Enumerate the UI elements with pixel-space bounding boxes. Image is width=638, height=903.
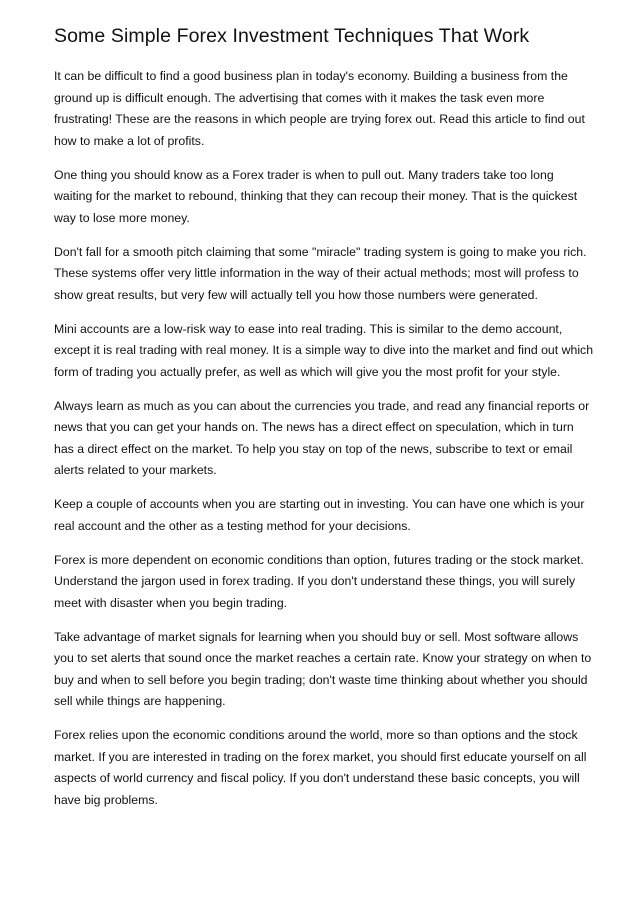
paragraph-1: It can be difficult to find a good business plan in today's economy. Building a business from the ground up is difficult enough. The advertising that comes with it makes the task even more frustrating! These are the reasons in which people are trying forex out. Read this article to find out how to make a lot of profits.: [54, 69, 585, 148]
paragraph-5: Always learn as much as you can about the currencies you trade, and read any financial reports or news that you can get your hands on. The news has a direct effect on speculation, which in turn has a direct effect on the market. To help you stay on top of the news, subscribe to text or email alerts related to your markets.: [54, 398, 590, 477]
paragraph-6: Keep a couple of accounts when you are starting out in investing. You can have one which is your real account and the other as a testing method for your decisions.: [54, 497, 585, 533]
document-page: [54, 24, 594, 824]
paragraph-3: Don't fall for a smooth pitch claiming that some "miracle" trading system is going to make you rich. These systems offer very little information in the way of their actual methods; most will profess to show great results, but very few will actually tell you how those numbers were generated.: [54, 244, 587, 302]
paragraph-4: Mini accounts are a low-risk way to ease into real trading. This is similar to the demo account, except it is real trading with real money. It is a simple way to dive into the market and find out which form of trading you actually prefer, as well as which will give you the most profit for your style.: [54, 321, 594, 379]
document-title: Some Simple Forex Investment Techniques That Work: [54, 25, 530, 47]
paragraph-2: One thing you should know as a Forex trader is when to pull out. Many traders take too long waiting for the market to rebound, thinking that they can recoup their money. That is the quickest way to lose more money.: [54, 167, 578, 225]
paragraph-9: Forex relies upon the economic conditions around the world, more so than options and the stock market. If you are interested in trading on the forex market, you should first educate yourself on all aspects of world currency and fiscal policy. If you don't understand these basic concepts, you will have big problems.: [54, 728, 587, 807]
paragraph-8: Take advantage of market signals for learning when you should buy or sell. Most software allows you to set alerts that sound once the market reaches a certain rate. Know your strategy on when to buy and when to sell before you begin trading; don't waste time thinking about whether you should sell while things are happening.: [54, 629, 592, 708]
paragraph-7: Forex is more dependent on economic conditions than option, futures trading or the stock market. Understand the jargon used in forex trading. If you don't understand these things, you will surely meet with disaster when you begin trading.: [54, 552, 584, 610]
